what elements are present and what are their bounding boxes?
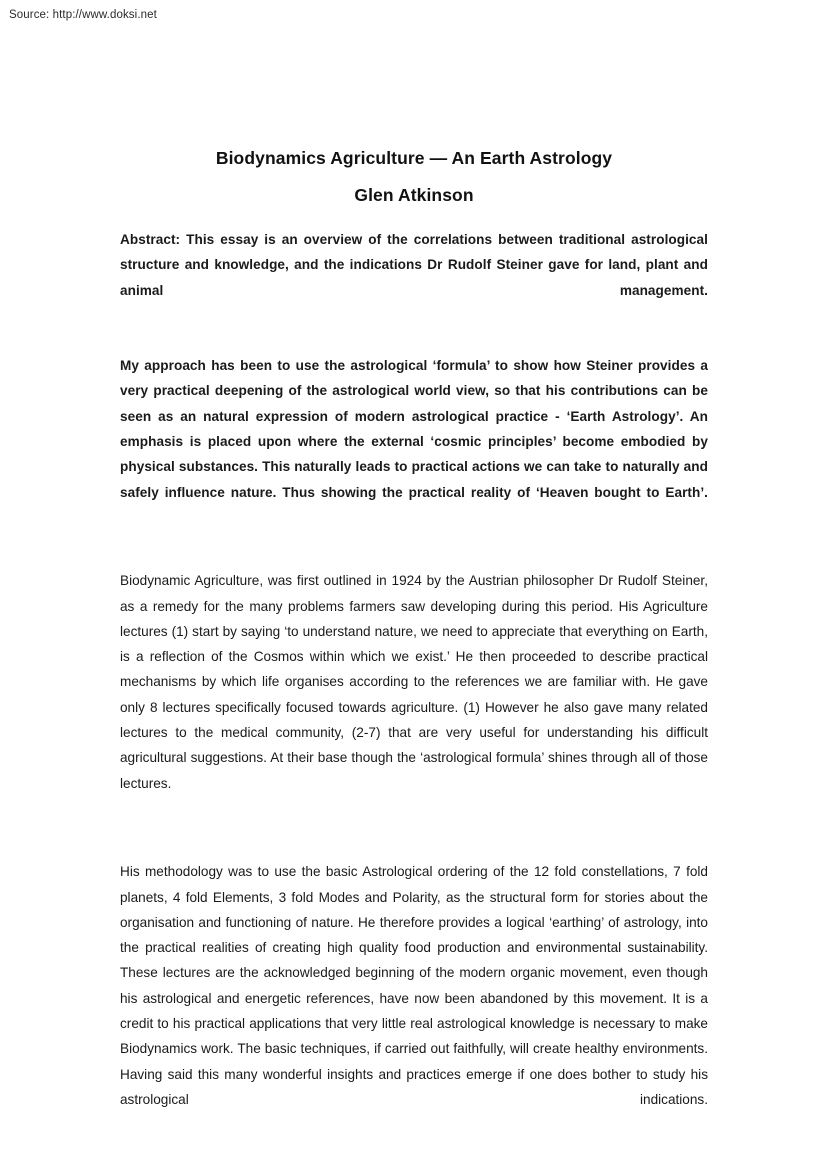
approach-paragraph: My approach has been to use the astrological ‘formula’ to show how Steiner provides a very practical deepening of the astrological world view, so that his contributions can be seen as an natural expression of modern astrological practice - ‘Earth Astrology’. An emphasis is placed upon where the external ‘cosmic principles’ become embodied by physical substances. This naturally leads to practical actions we can take to naturally and safely influence nature. Thus showing the practical reality of ‘Heaven bought to Earth’.: [120, 358, 708, 500]
page-title: Biodynamics Agriculture — An Earth Astrology: [215, 148, 613, 168]
document-page: [120, 0, 708, 1138]
author-name: Glen Atkinson: [354, 185, 474, 205]
abstract-paragraph: Abstract: This essay is an overview of the correlations between traditional astrological structure and knowledge, and the indications Dr Rudolf Steiner gave for land, plant and animal management.: [120, 232, 708, 298]
source-watermark: Source: http://www.doksi.net: [9, 9, 157, 21]
body-paragraph-1: Biodynamic Agriculture, was first outlined in 1924 by the Austrian philosopher Dr Rudolf Steiner, as a remedy for the many problems farmers saw developing during this period. His Agriculture lectures (1) start by saying ‘to understand nature, we need to appreciate that everything on Earth, is a reflection of the Cosmos within which we exist.’ He then proceeded to describe practical mechanisms by which life organises according to the references we are familiar with. He gave only 8 lectures specifically focused towards agriculture. (1) However he also gave many related lectures to the medical community, (2-7) that are very useful for understanding his difficult agricultural suggestions. At their base though the ‘astrological formula’ shines through all of those lectures.: [120, 573, 708, 791]
body-paragraph-2: His methodology was to use the basic Astrological ordering of the 12 fold constellations, 7 fold planets, 4 fold Elements, 3 fold Modes and Polarity, as the structural form for stories about the organisation and functioning of nature. He therefore provides a logical ‘earthing’ of astrology, into the practical realities of creating high quality food production and environmental sustainability. These lectures are the acknowledged beginning of the modern organic movement, even though his astrological and energetic references, have now been abandoned by this movement. It is a credit to his practical applications that very little real astrological knowledge is necessary to make Biodynamics work. The basic techniques, if carried out faithfully, will create healthy environments. Having said this many wonderful insights and practices emerge if one does bother to study his astrological indications.: [120, 864, 708, 1107]
